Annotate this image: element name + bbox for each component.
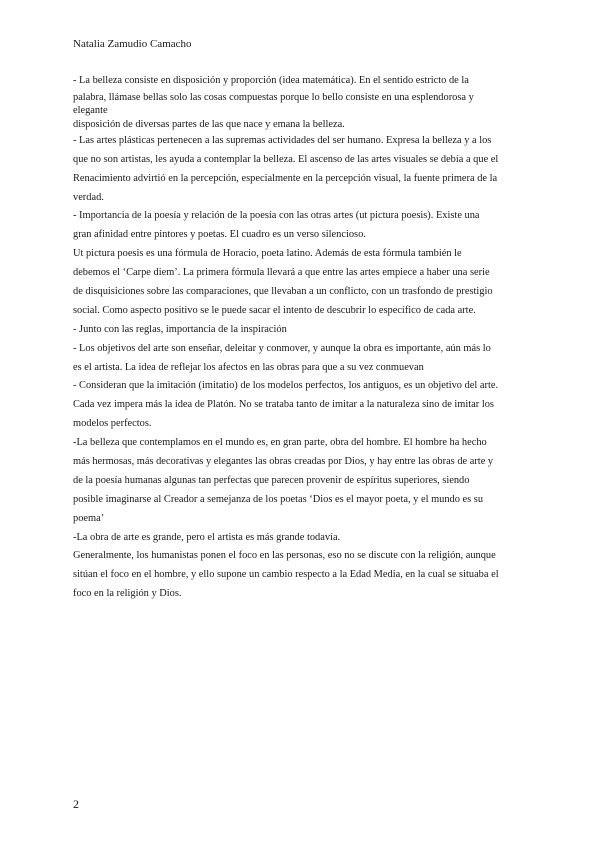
text-line: de la poesía humanas algunas tan perfectas que parecen provenir de espíritus superiores, siendo xyxy=(73,474,470,486)
text-line: modelos perfectos. xyxy=(73,418,152,430)
text-line: - Consideran que la imitación (imitatio) de los modelos perfectos, los antiguos, es un objetivo del arte. xyxy=(73,380,499,392)
text-line: - Las artes plásticas pertenecen a las supremas actividades del ser humano. Expresa la belleza y a los xyxy=(73,134,492,146)
text-line: -La belleza que contemplamos en el mundo es, en gran parte, obra del hombre. El hombre ha hecho xyxy=(73,437,487,449)
text-line: elegante xyxy=(73,104,108,116)
text-line: poema’ xyxy=(73,512,105,524)
text-line: - Junto con las reglas, importancia de la inspiración xyxy=(73,323,287,335)
text-line: posible imaginarse al Creador a semejanza de los poetas ‘Dios es el mayor poeta, y el mundo es su xyxy=(73,493,484,505)
text-line: gran afinidad entre pintores y poetas. El cuadro es un verso silencioso. xyxy=(73,229,366,241)
text-line: disposición de diversas partes de las que nace y emana la belleza. xyxy=(73,118,345,130)
text-line: debemos el ‘Carpe diem’. La primera fórmula llevará a que entre las artes empiece a haber una serie xyxy=(73,267,490,279)
text-line: Ut pictura poesis es una fórmula de Horacio, poeta latino. Además de esta fórmula también le xyxy=(73,248,462,260)
text-line: Renacimiento advirtió en la percepción, especialmente en la percepción visual, la fuente primera de la xyxy=(73,172,498,184)
page-header-author: Natalia Zamudio Camacho xyxy=(73,38,192,50)
text-line: que no son artistas, les ayuda a contemplar la belleza. El ascenso de las artes visuales se debía a que el xyxy=(73,153,499,165)
body-text xyxy=(73,72,533,604)
text-line: Cada vez impera más la idea de Platón. No se trataba tanto de imitar a la naturaleza sino de imitar los xyxy=(73,399,494,411)
text-line: palabra, llámase bellas solo las cosas compuestas porque lo bello consiste en una esplendorosa y xyxy=(73,91,474,103)
text-line: más hermosas, más decorativas y elegantes las obras creadas por Dios, y hay entre las obras de arte y xyxy=(73,456,494,468)
text-line: de disquisiciones sobre las comparaciones, que llevaban a un conflicto, con un trasfondo de prestigio xyxy=(73,286,493,298)
text-line: Generalmente, los humanistas ponen el foco en las personas, eso no se discute con la religión, aunque xyxy=(73,550,496,562)
text-line: foco en la religión y Dios. xyxy=(73,588,182,600)
text-line: - La belleza consiste en disposición y proporción (idea matemática). En el sentido estricto de la xyxy=(73,75,469,86)
text-line: sitúan el foco en el hombre, y ello supone un cambio respecto a la Edad Media, en la cual se situaba el xyxy=(73,569,499,581)
text-line: - Importancia de la poesía y relación de la poesía con las otras artes (ut pictura poesis). Existe una xyxy=(73,210,480,222)
text-line: verdad. xyxy=(73,191,104,203)
page-number: 2 xyxy=(73,797,79,811)
text-line: es el artista. La idea de reflejar los afectos en las obras para que a su vez conmuevan xyxy=(73,361,424,373)
text-line: -La obra de arte es grande, pero el artista es más grande todavía. xyxy=(73,531,341,543)
text-line: - Los objetivos del arte son enseñar, deleitar y conmover, y aunque la obra es importante, aún más lo xyxy=(73,342,491,354)
text-line: social. Como aspecto positivo se le puede sacar el intento de descubrir lo específico de cada arte. xyxy=(73,304,476,316)
